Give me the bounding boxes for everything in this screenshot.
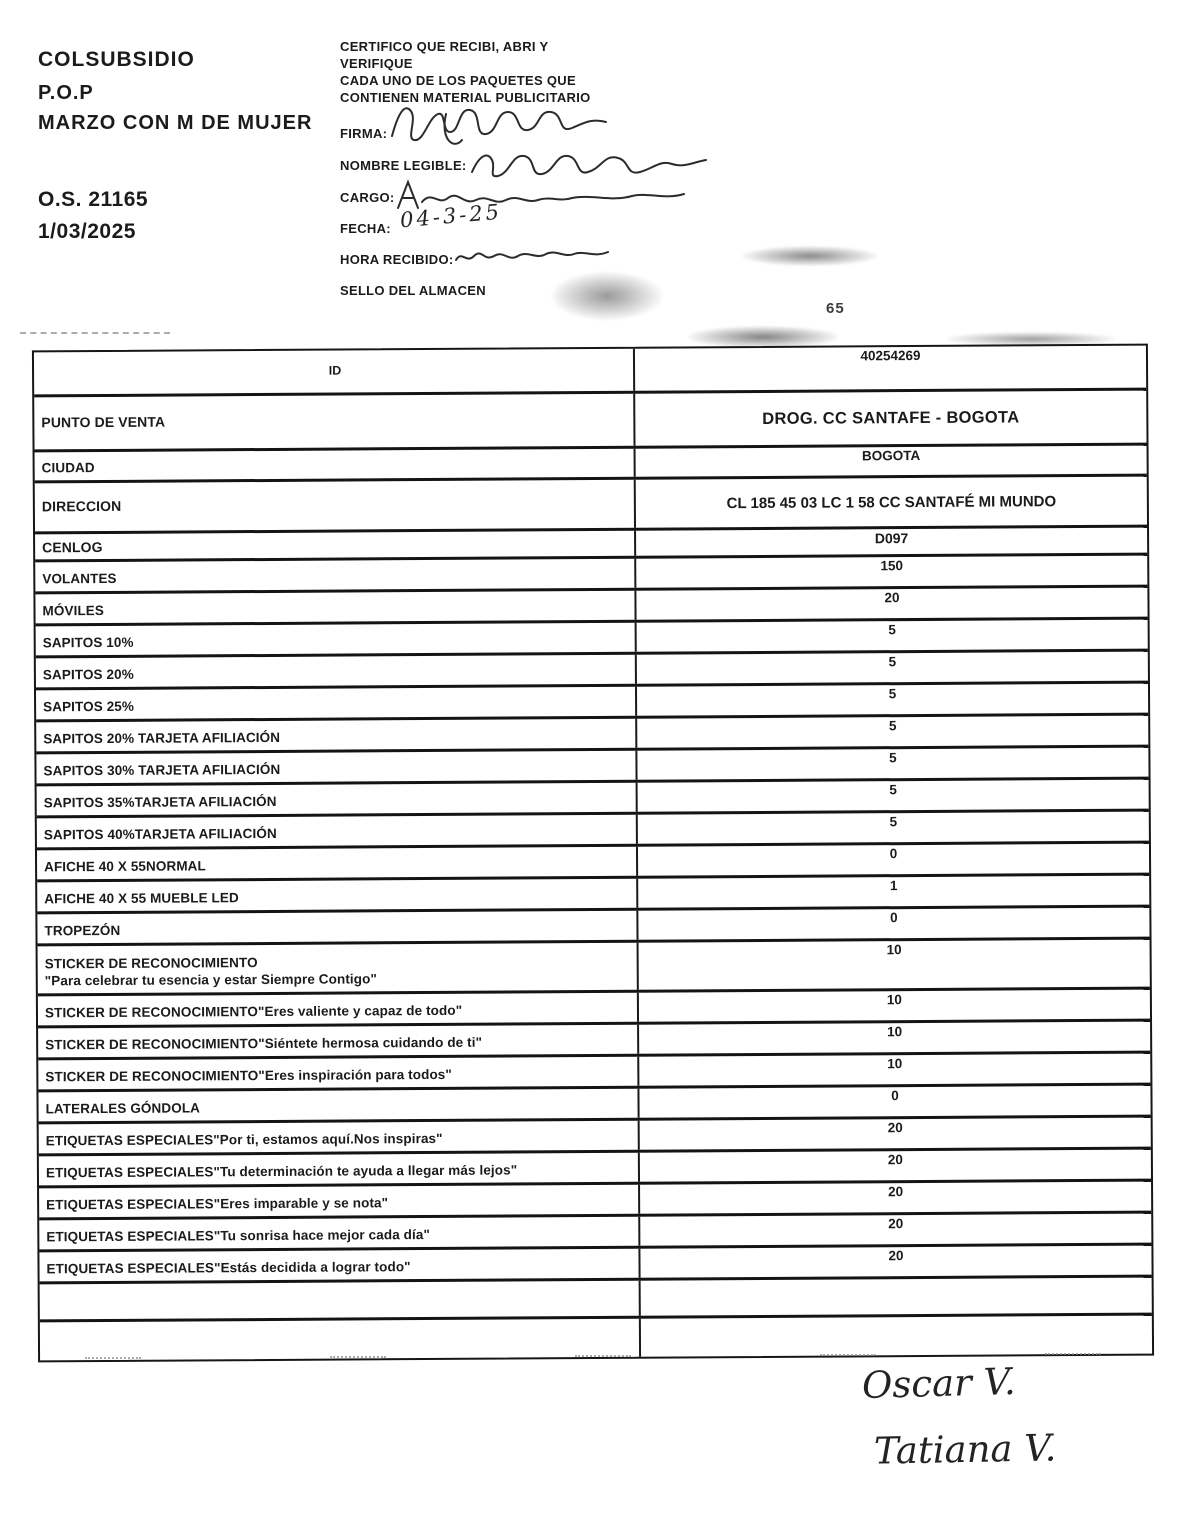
- row-value: 0: [890, 910, 898, 926]
- scan-artifact-dash: [1045, 1353, 1101, 1355]
- row-label: [40, 1319, 641, 1361]
- row-value: 5: [889, 750, 897, 766]
- sello-almacen-label: SELLO DEL ALMACEN: [340, 283, 486, 298]
- row-label: STICKER DE RECONOCIMIENTO"Eres valiente y capaz de todo": [38, 993, 639, 1026]
- row-value: 5: [889, 814, 898, 830]
- document-date: 1/03/2025: [38, 220, 136, 243]
- scan-artifact-dash: [85, 1357, 141, 1359]
- row-value: 5: [888, 622, 896, 638]
- statement-line: CERTIFICO QUE RECIBI, ABRI Y: [340, 39, 549, 54]
- hora-recibido-scribble: [452, 242, 617, 268]
- row-value: [641, 1278, 1152, 1316]
- table-row: [34, 391, 1146, 453]
- row-label: ETIQUETAS ESPECIALES"Estás decidida a lograr todo": [39, 1249, 640, 1282]
- ink-smudge: [742, 246, 877, 266]
- row-value: 5: [888, 686, 897, 702]
- row-value: 10: [886, 942, 902, 958]
- row-label: ETIQUETAS ESPECIALES"Por ti, estamos aquí.Nos inspiras": [39, 1121, 640, 1154]
- row-label: LATERALES GÓNDOLA: [38, 1089, 639, 1122]
- row-value: 20: [888, 1248, 904, 1264]
- scan-artifact-dash: [20, 332, 170, 334]
- row-value: 20: [888, 1184, 904, 1200]
- hora-recibido-label: HORA RECIBIDO:: [340, 252, 454, 267]
- statement-line: CONTIENEN MATERIAL PUBLICITARIO: [340, 90, 591, 105]
- row-value: 0: [891, 1088, 899, 1104]
- row-label: ETIQUETAS ESPECIALES"Eres imparable y se nota": [39, 1185, 640, 1218]
- row-label: SAPITOS 20% TARJETA AFILIACIÓN: [36, 719, 637, 752]
- row-label: CIUDAD: [35, 449, 636, 481]
- row-value: 150: [880, 558, 904, 574]
- row-label: SAPITOS 40%TARJETA AFILIACIÓN: [37, 815, 638, 848]
- row-value: 20: [884, 590, 900, 606]
- row-label: STICKER DE RECONOCIMIENTO"Siéntete hermosa cuidando de ti": [38, 1025, 639, 1058]
- row-value: 20: [887, 1120, 903, 1136]
- row-value: [641, 1316, 1152, 1357]
- table-row: [35, 477, 1147, 535]
- row-value: 20: [887, 1152, 903, 1168]
- ink-smudge: [946, 332, 1116, 346]
- table-row: [40, 1316, 1152, 1361]
- row-value: D097: [874, 530, 909, 547]
- row-label: SAPITOS 10%: [36, 623, 637, 656]
- row-value: 10: [887, 1024, 903, 1040]
- row-label: STICKER DE RECONOCIMIENTO "Para celebrar tu esencia y estar Siempre Contigo": [38, 943, 639, 994]
- row-value: BOGOTA: [861, 447, 921, 464]
- scan-artifact-dash: [820, 1354, 876, 1356]
- row-label: ETIQUETAS ESPECIALES"Tu sonrisa hace mejor cada día": [39, 1217, 640, 1250]
- row-label: SAPITOS 25%: [36, 687, 637, 720]
- row-label: SAPITOS 30% TARJETA AFILIACIÓN: [36, 751, 637, 784]
- ink-smudge: [688, 326, 838, 348]
- statement-line: VERIFIQUE: [340, 56, 413, 71]
- stray-number-mark: 65: [826, 300, 845, 317]
- handwritten-name-oscar: Oscar V.: [861, 1359, 1017, 1408]
- cargo-label: CARGO:: [340, 190, 395, 205]
- ink-smudge: [552, 272, 662, 320]
- row-value: 5: [889, 782, 897, 798]
- firma-label: FIRMA:: [340, 126, 388, 141]
- row-value: DROG. CC SANTAFE - BOGOTA: [762, 408, 1020, 428]
- row-value: 40254269: [860, 347, 921, 364]
- row-value: 10: [886, 992, 902, 1008]
- row-label: AFICHE 40 X 55 MUEBLE LED: [37, 879, 638, 912]
- row-label: STICKER DE RECONOCIMIENTO"Eres inspiración para todos": [38, 1057, 639, 1090]
- row-label: SAPITOS 20%: [36, 655, 637, 688]
- row-value: CL 185 45 03 LC 1 58 CC SANTAFÉ MI MUNDO: [726, 493, 1057, 513]
- nombre-legible-label: NOMBRE LEGIBLE:: [340, 158, 467, 173]
- order-number: O.S. 21165: [38, 188, 149, 211]
- scan-artifact-dash: [330, 1356, 386, 1358]
- row-label: SAPITOS 35%TARJETA AFILIACIÓN: [37, 783, 638, 816]
- row-label: AFICHE 40 X 55NORMAL: [37, 847, 638, 880]
- table-row: [34, 346, 1146, 398]
- row-label: [40, 1281, 641, 1320]
- campaign-title: MARZO CON M DE MUJER: [38, 112, 313, 134]
- brand-title: COLSUBSIDIO: [38, 48, 195, 71]
- row-label: VOLANTES: [35, 559, 636, 592]
- row-value: 5: [888, 718, 897, 734]
- table-row: [38, 940, 1150, 997]
- fecha-label: FECHA:: [340, 221, 391, 236]
- materials-table: [32, 344, 1154, 1363]
- row-label: ETIQUETAS ESPECIALES"Tu determinación te ayuda a llegar más lejos": [39, 1153, 640, 1186]
- fecha-handwritten-value: 04-3-25: [399, 199, 503, 233]
- row-label: CENLOG: [35, 531, 636, 560]
- row-value: 20: [888, 1216, 904, 1232]
- row-label: DIRECCION: [35, 480, 636, 532]
- row-label: ID: [34, 349, 635, 395]
- row-label: MÓVILES: [35, 591, 636, 624]
- row-label: TROPEZÓN: [37, 911, 638, 944]
- row-value: 1: [889, 878, 898, 894]
- statement-line: CADA UNO DE LOS PAQUETES QUE: [340, 73, 576, 88]
- program-title: P.O.P: [38, 82, 94, 104]
- row-value: 10: [887, 1056, 903, 1072]
- row-label: PUNTO DE VENTA: [34, 394, 635, 450]
- scan-artifact-dash: [575, 1355, 631, 1357]
- row-value: 5: [888, 654, 897, 670]
- handwritten-name-tatiana: Tatiana V.: [873, 1426, 1057, 1473]
- row-value: 0: [889, 846, 898, 862]
